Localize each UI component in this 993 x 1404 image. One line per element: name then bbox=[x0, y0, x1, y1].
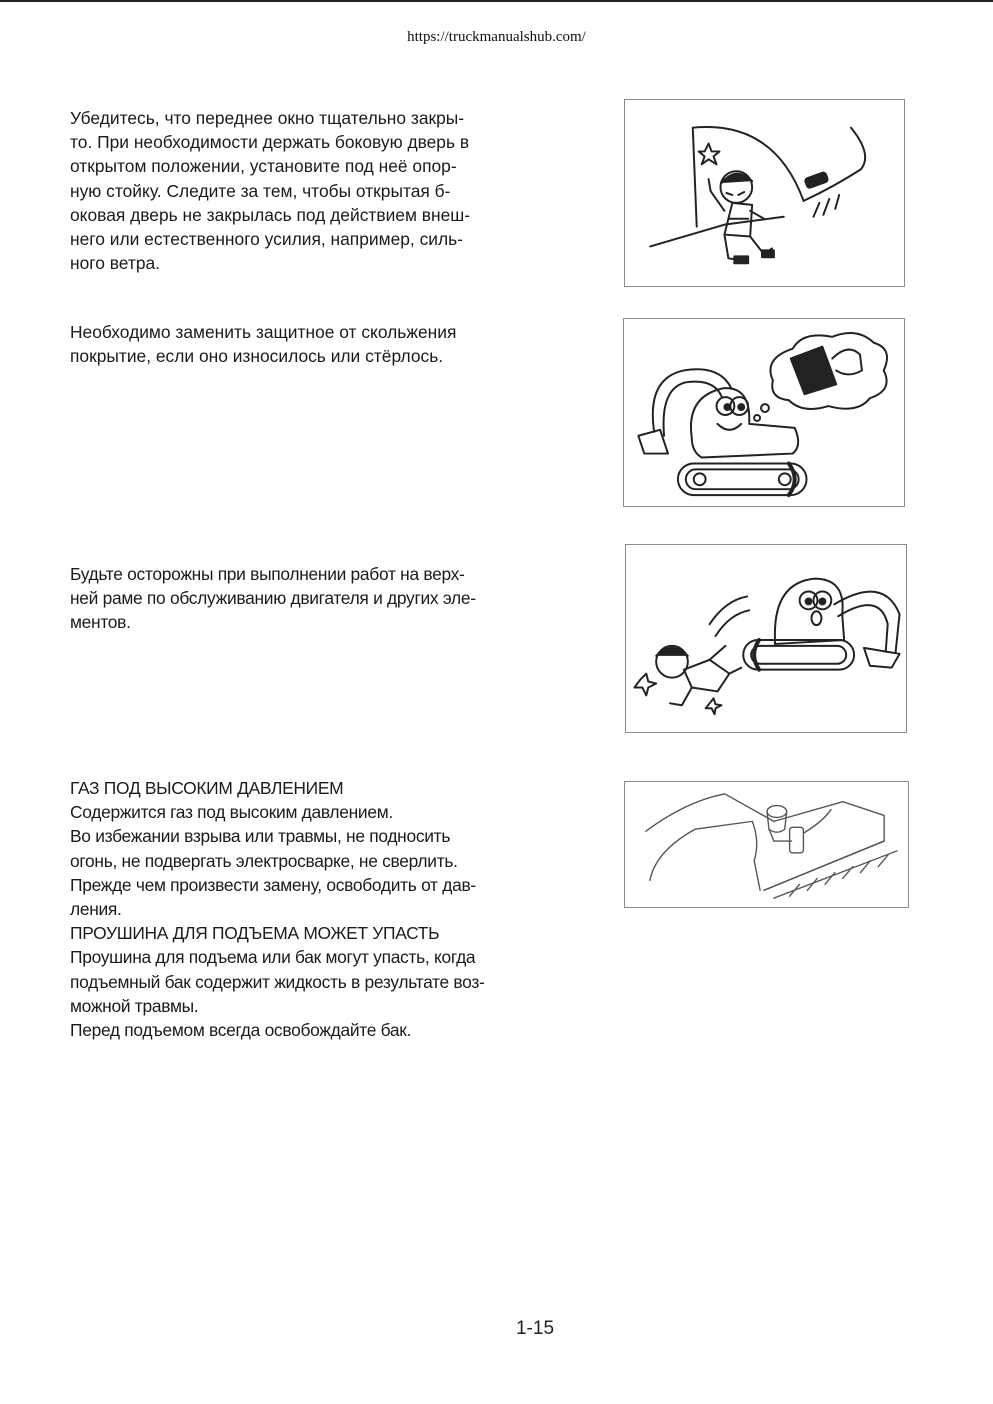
text-line: Перед подъемом всегда освобождайте бак. bbox=[70, 1020, 412, 1041]
text-line: можной травмы. bbox=[70, 995, 199, 1016]
text-line: Убедитесь, что переднее окно тщательно закры- bbox=[70, 108, 465, 128]
section-1-text bbox=[70, 106, 540, 275]
text-line: Прежде чем произвести замену, освободить от дав- bbox=[70, 874, 476, 895]
section-heading: ГАЗ ПОД ВЫСОКИМ ДАВЛЕНИЕМ bbox=[70, 778, 344, 798]
text-line: ментов. bbox=[70, 612, 131, 633]
text-line: ную стойку. Следите за тем, чтобы открытая б- bbox=[70, 180, 451, 201]
text-line: открытом положении, установите под неё опор- bbox=[70, 156, 457, 177]
cab-door-hazard-illustration bbox=[624, 99, 905, 287]
text-line: Во избежании взрыва или травмы, не подносить bbox=[70, 826, 451, 847]
text-line: огонь, не подвергать электросварке, не сверлить. bbox=[70, 850, 458, 871]
text-line: оковая дверь не закрылась под действием внеш- bbox=[70, 204, 471, 225]
section-3-text bbox=[70, 562, 540, 635]
accumulator-illustration bbox=[624, 781, 909, 908]
text-line: подъемный бак содержит жидкость в результате воз- bbox=[70, 971, 485, 992]
text-line: Необходимо заменить защитное от скольжения bbox=[70, 322, 457, 342]
anti-slip-excavator-illustration bbox=[623, 318, 905, 507]
text-line: ней раме по обслуживанию двигателя и других эле- bbox=[70, 588, 476, 609]
section-4-text bbox=[70, 776, 540, 1042]
source-url: https://truckmanualshub.com/ bbox=[407, 29, 586, 45]
section-2-text bbox=[70, 320, 540, 368]
top-rule bbox=[0, 0, 993, 2]
text-line: ного ветра. bbox=[70, 253, 161, 274]
falling-worker-illustration bbox=[625, 544, 907, 733]
text-line: него или естественного усилия, например, силь- bbox=[70, 229, 463, 250]
text-line: то. При необходимости держать боковую дверь в bbox=[70, 132, 470, 153]
text-line: Проушина для подъема или бак могут упасть, когда bbox=[70, 947, 476, 968]
text-line: ления. bbox=[70, 899, 122, 920]
text-line: Будьте осторожны при выполнении работ на верх- bbox=[70, 564, 465, 584]
text-line: Содержится газ под высоким давлением. bbox=[70, 802, 393, 823]
section-heading: ПРОУШИНА ДЛЯ ПОДЪЕМА МОЖЕТ УПАСТЬ bbox=[70, 923, 440, 944]
page-number: 1-15 bbox=[515, 1318, 555, 1339]
text-line: покрытие, если оно износилось или стёрлось. bbox=[70, 346, 444, 367]
